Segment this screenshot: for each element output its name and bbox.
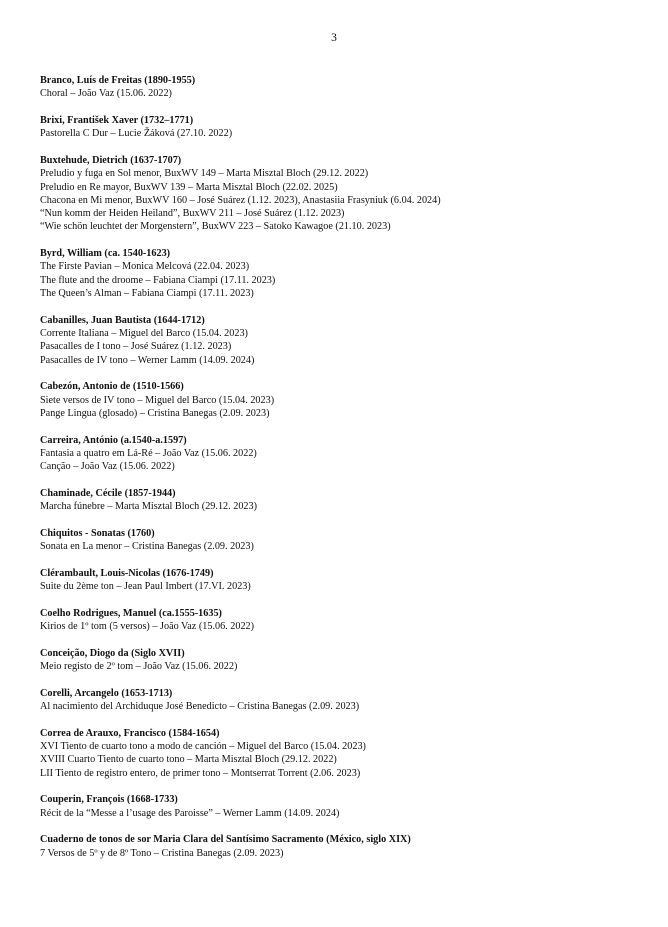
work-line: Marcha fúnebre – Marta Misztal Bloch (29.12. 2023) xyxy=(40,501,257,513)
composer-heading: Carreira, António (a.1540-a.1597) xyxy=(40,434,187,446)
work-line: Pasacalles de IV tono – Werner Lamm (14.09. 2024) xyxy=(40,354,255,366)
composer-heading: Conceição, Diogo da (Siglo XVII) xyxy=(40,647,185,659)
work-line: Corrente Italiana – Miguel del Barco (15.04. 2023) xyxy=(40,328,248,340)
composer-heading: Correa de Arauxo, Francisco (1584-1654) xyxy=(40,727,220,739)
work-line: Preludio en Re mayor, BuxWV 139 – Marta Misztal Bloch (22.02. 2025) xyxy=(40,181,338,193)
work-line: Pasacalles de I tono – José Suárez (1.12. 2023) xyxy=(40,341,232,353)
work-line: Suite du 2ème ton – Jean Paul Imbert (17.VI. 2023) xyxy=(40,581,251,593)
work-line: Fantasia a quatro em Lá-Ré – João Vaz (15.06. 2022) xyxy=(40,447,257,459)
work-line: Pange Lingua (glosado) – Cristina Banegas (2.09. 2023) xyxy=(40,407,270,419)
composer-entry xyxy=(40,607,640,634)
composer-heading: Branco, Luís de Freitas (1890-1955) xyxy=(40,75,196,86)
work-line: “Wie schön leuchtet der Morgenstern”, BuxWV 223 – Satoko Kawagoe (21.10. 2023) xyxy=(40,221,391,233)
page-number: 3 xyxy=(331,32,337,44)
work-line: “Nun komm der Heiden Heiland”, BuxWV 211 – José Suárez (1.12. 2023) xyxy=(40,208,345,220)
composer-entry xyxy=(40,833,640,860)
composer-heading: Clérambault, Louis-Nicolas (1676-1749) xyxy=(40,567,214,579)
composer-heading: Coelho Rodrigues, Manuel (ca.1555-1635) xyxy=(40,607,222,619)
work-line: XVIII Cuarto Tiento de cuarto tono – Marta Misztal Bloch (29.12. 2022) xyxy=(40,754,337,766)
work-line: LII Tiento de registro entero, de primer tono – Montserrat Torrent (2.06. 2023) xyxy=(40,767,361,779)
composer-heading: Couperin, François (1668-1733) xyxy=(40,794,178,806)
composer-entry xyxy=(40,647,640,674)
work-line: Récit de la “Messe a l’usage des Paroisse” – Werner Lamm (14.09. 2024) xyxy=(40,807,340,819)
composer-entry xyxy=(40,527,640,554)
composer-heading: Cuaderno de tonos de sor Maria Clara del Santísimo Sacramento (México, siglo XIX) xyxy=(40,834,411,846)
composer-entry xyxy=(40,74,640,101)
composer-heading: Buxtehude, Dietrich (1637-1707) xyxy=(40,154,182,166)
composer-entry xyxy=(40,687,640,714)
work-line: The flute and the droome – Fabiana Ciampi (17.11. 2023) xyxy=(40,274,276,286)
composer-entry xyxy=(40,114,640,141)
work-line: Choral – João Vaz (15.06. 2022) xyxy=(40,88,172,100)
composer-entry xyxy=(40,567,640,594)
composer-entry xyxy=(40,314,640,367)
composer-entry xyxy=(40,487,640,514)
composer-heading: Corelli, Arcangelo (1653-1713) xyxy=(40,687,173,699)
composer-entry xyxy=(40,247,640,300)
work-line: Preludio y fuga en Sol menor, BuxWV 149 – Marta Misztal Bloch (29.12. 2022) xyxy=(40,168,369,180)
composer-heading: Cabanilles, Juan Bautista (1644-1712) xyxy=(40,314,205,326)
composer-heading: Brixi, František Xaver (1732–1771) xyxy=(40,114,194,126)
work-line: 7 Versos de 5º y de 8º Tono – Cristina Banegas (2.09. 2023) xyxy=(40,847,284,859)
composer-entry xyxy=(40,727,640,780)
work-line: Canção – João Vaz (15.06. 2022) xyxy=(40,461,175,473)
composer-heading: Chaminade, Cécile (1857-1944) xyxy=(40,487,176,499)
work-line: Meio registo de 2º tom – João Vaz (15.06. 2022) xyxy=(40,661,238,673)
work-line: Sonata en La menor – Cristina Banegas (2.09. 2023) xyxy=(40,541,254,553)
work-line: Al nacimiento del Archiduque José Benedicto – Cristina Banegas (2.09. 2023) xyxy=(40,701,360,713)
composer-list xyxy=(40,74,640,873)
composer-heading: Chiquitos - Sonatas (1760) xyxy=(40,527,155,539)
composer-heading: Byrd, William (ca. 1540-1623) xyxy=(40,248,171,260)
work-line: The Firste Pavian – Monica Melcová (22.04. 2023) xyxy=(40,261,250,273)
composer-entry xyxy=(40,434,640,474)
work-line: XVI Tiento de cuarto tono a modo de canción – Miguel del Barco (15.04. 2023) xyxy=(40,741,366,753)
work-line: Pastorella C Dur – Lucie Žáková (27.10. 2022) xyxy=(40,128,233,140)
composer-entry xyxy=(40,793,640,820)
work-line: Chacona en Mi menor, BuxWV 160 – José Suárez (1.12. 2023), Anastasiia Frasyniuk (6.04. 2024) xyxy=(40,194,441,206)
composer-heading: Cabezón, Antonio de (1510-1566) xyxy=(40,381,184,393)
work-line: The Queen’s Alman – Fabiana Ciampi (17.11. 2023) xyxy=(40,288,254,300)
composer-entry xyxy=(40,380,640,420)
composer-entry xyxy=(40,154,640,234)
work-line: Siete versos de IV tono – Miguel del Barco (15.04. 2023) xyxy=(40,394,275,406)
work-line: Kirios de 1º tom (5 versos) – João Vaz (15.06. 2022) xyxy=(40,621,255,633)
